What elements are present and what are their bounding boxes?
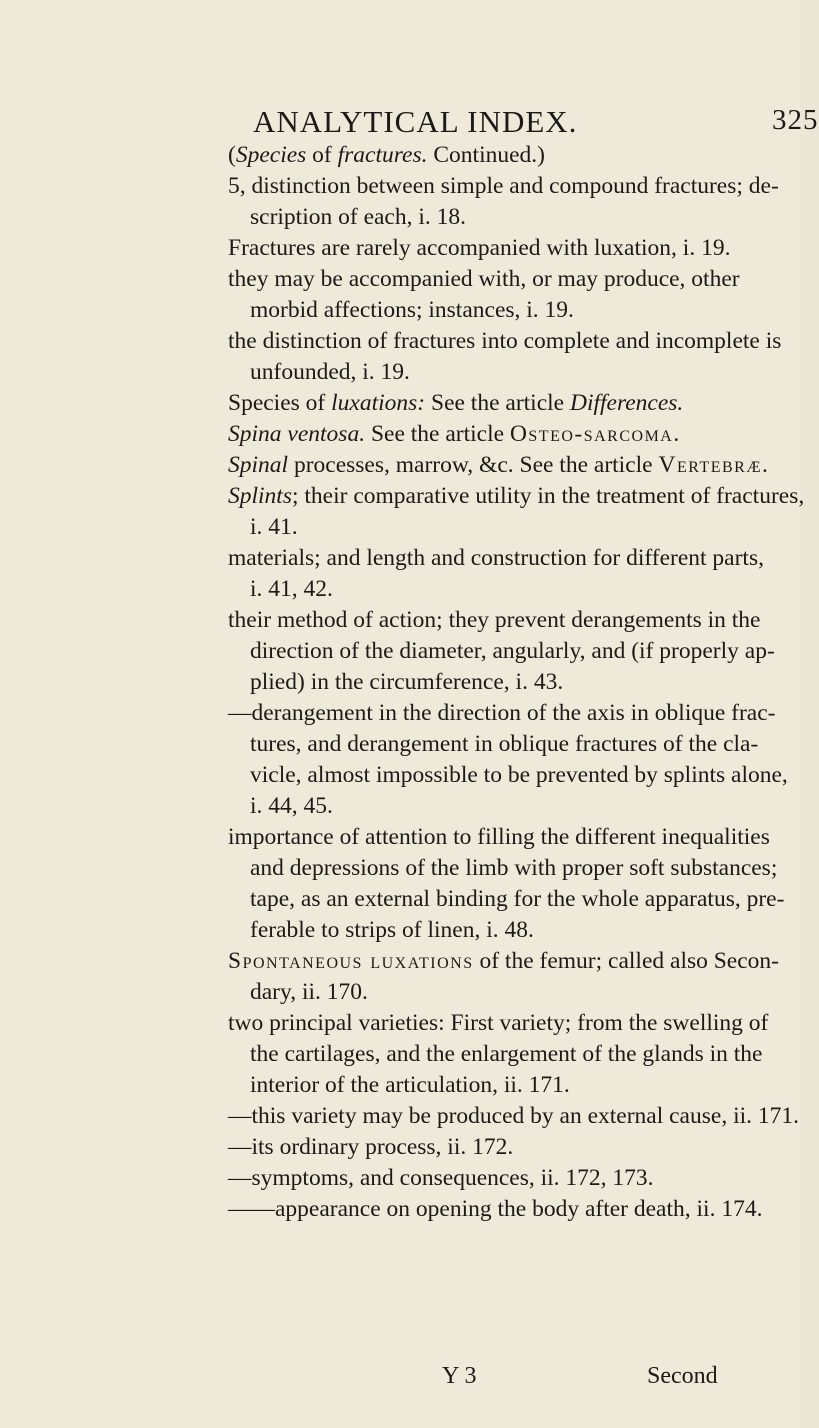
header-title: ANALYTICAL INDEX.: [253, 104, 578, 139]
index-line: —its ordinary process, ii. 172.: [228, 1134, 514, 1160]
index-line: Spinal processes, marrow, &c. See the article Vertebræ.: [228, 452, 770, 478]
index-line: two principal varieties: First variety; from the swelling of: [228, 1010, 769, 1036]
index-line: tures, and derangement in oblique fractures of the cla-: [250, 731, 759, 757]
index-line: the distinction of fractures into complete and incomplete is: [228, 328, 782, 354]
index-line: direction of the diameter, angularly, and (if properly ap-: [250, 638, 775, 664]
index-line: unfounded, i. 19.: [250, 359, 410, 385]
index-line: i. 41, 42.: [250, 576, 333, 602]
index-line: i. 41.: [250, 514, 298, 540]
index-line: morbid affections; instances, i. 19.: [250, 297, 574, 323]
index-line: 5, distinction between simple and compound fractures; de-: [228, 173, 779, 199]
index-line: tape, as an external binding for the whole apparatus, pre-: [250, 886, 785, 912]
index-line: they may be accompanied with, or may produce, other: [228, 266, 740, 292]
index-line: materials; and length and construction for different parts,: [228, 545, 764, 571]
index-line: i. 44, 45.: [250, 793, 333, 819]
index-line: scription of each, i. 18.: [250, 204, 467, 230]
index-line: —derangement in the direction of the axis in oblique frac-: [228, 700, 776, 726]
index-line: vicle, almost impossible to be prevented by splints alone,: [250, 762, 788, 788]
index-line: plied) in the circumference, i. 43.: [250, 669, 564, 695]
running-header: [253, 104, 819, 140]
index-line: Spina ventosa. See the article Osteo-sarcoma.: [228, 421, 681, 447]
index-line: and depressions of the limb with proper soft substances;: [250, 855, 778, 881]
index-line: Species of luxations: See the article Differences.: [228, 390, 684, 416]
signature-mark: Y 3: [442, 1363, 477, 1389]
index-line: —this variety may be produced by an external cause, ii. 171.: [228, 1103, 799, 1129]
index-line: —symptoms, and consequences, ii. 172, 173.: [228, 1165, 654, 1191]
page-number: 325: [772, 104, 819, 136]
index-line: Splints; their comparative utility in the treatment of fractures,: [228, 483, 805, 509]
index-line: (Species of fractures. Continued.): [228, 142, 545, 168]
index-line: Spontaneous luxations of the femur; called also Secon-: [228, 948, 779, 974]
index-line: ——appearance on opening the body after death, ii. 174.: [228, 1196, 763, 1222]
index-line: dary, ii. 170.: [250, 979, 368, 1005]
index-line: Fractures are rarely accompanied with luxation, i. 19.: [228, 235, 731, 261]
index-line: the cartilages, and the enlargement of the glands in the: [250, 1041, 763, 1067]
index-line: their method of action; they prevent derangements in the: [228, 607, 761, 633]
index-line: importance of attention to filling the different inequalities: [228, 824, 770, 850]
index-line: interior of the articulation, ii. 171.: [250, 1072, 570, 1098]
index-line: ferable to strips of linen, i. 48.: [250, 917, 534, 943]
catchword: Second: [647, 1363, 718, 1389]
